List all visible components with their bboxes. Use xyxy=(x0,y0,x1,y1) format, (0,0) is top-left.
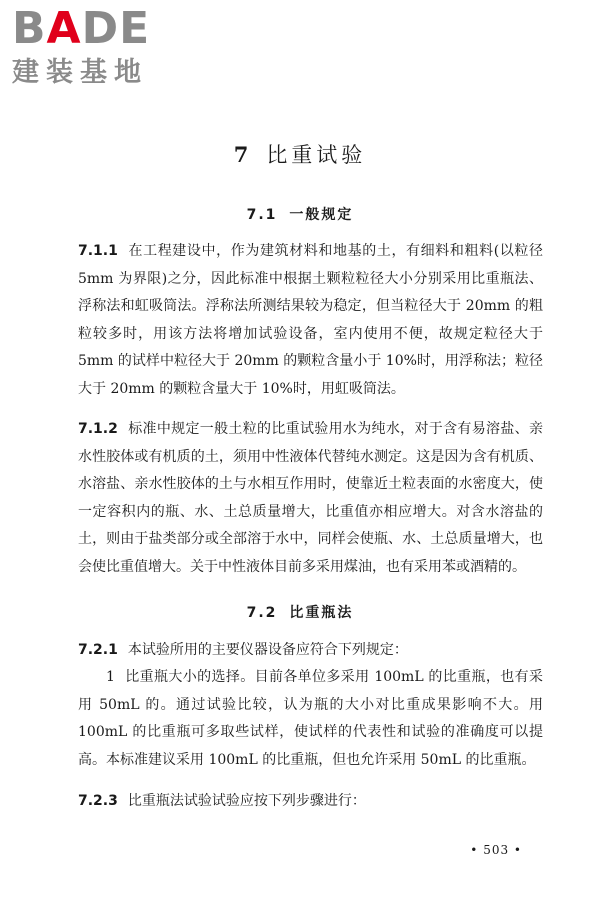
logo-subtitle: 建装基地 xyxy=(12,57,148,88)
publisher-logo xyxy=(12,3,182,88)
item-number: 1 xyxy=(106,669,115,685)
clause-number: 7.2.3 xyxy=(78,793,118,809)
clause-7-1-2 xyxy=(78,416,543,581)
clause-7-2-1 xyxy=(78,637,543,665)
clause-number: 7.2.1 xyxy=(78,642,118,658)
clause-text: 标准中规定一般土粒的比重试验用水为纯水，对于含有易溶盐、亲水性胶体或有机质的土，须用中性液体代替纯水测定。这是因为含有机质、水溶盐、亲水性胶体的土与水相互作用时，使靠近土粒表面的水密度大，使一定容积内的瓶、水、土总质量增大，比重值亦相应增大。对含水溶盐的土，则由于盐类部分或全部溶于水中，同样会使瓶、水、土总质量增大，也会使比重值增大。关于中性液体目前多采用煤油，也有采用苯或酒精的。 xyxy=(78,421,543,575)
clause-text: 本试验所用的主要仪器设备应符合下列规定： xyxy=(127,642,408,658)
clause-7-1-1 xyxy=(78,238,543,403)
clause-text: 比重瓶法试验试验应按下列步骤进行： xyxy=(127,793,366,809)
section-title-text: 一般规定 xyxy=(289,207,354,223)
section-number: 7.1 xyxy=(246,207,278,223)
section-heading-7-1 xyxy=(0,205,600,225)
clause-number: 7.1.2 xyxy=(78,421,118,437)
clause-text: 在工程建设中，作为建筑材料和地基的土，有细料和粗料(以粒径 5mm 为界限)之分，因此标准中根据土颗粒粒径大小分别采用比重瓶法、浮称法和虹吸筒法。浮称法所测结果较为稳定，但当粒径大于 20mm 的粗粒较多时，用该方法将增加试验设备，室内使用不便，故规定粒径大于 5mm 的试样中粒径大于 20mm 的颗粒含量小于 10%时，用浮称法；粒径大于 20mm 的颗粒含量大于 10%时，用虹吸筒法。 xyxy=(78,243,543,397)
chapter-title xyxy=(0,141,600,169)
section-heading-7-2 xyxy=(0,603,600,623)
logo-brand-letter-b: B xyxy=(12,3,47,54)
item-text: 比重瓶大小的选择。目前各单位多采用 100mL 的比重瓶，也有采用 50mL 的。通过试验比较，认为瓶的大小对比重成果影响不大。用 100mL 的比重瓶可多取些试样，使试样的代表性和试验的准确度可以提高。本标准建议采用 100mL 的比重瓶，但也允许采用 50mL 的比重瓶。 xyxy=(78,669,543,768)
chapter-number: 7 xyxy=(233,142,253,167)
clause-number: 7.1.1 xyxy=(78,243,118,259)
logo-brand-letter-a: A xyxy=(46,3,82,54)
clause-7-2-3 xyxy=(78,788,543,816)
page-number: • 503 • xyxy=(470,843,522,857)
logo-brand-mark xyxy=(12,3,182,54)
section-title-text: 比重瓶法 xyxy=(289,605,354,621)
clause-7-2-1-item-1 xyxy=(78,664,543,774)
section-number: 7.2 xyxy=(246,605,278,621)
chapter-title-text: 比重试验 xyxy=(266,143,367,167)
logo-brand-letters-de: DE xyxy=(81,3,151,54)
